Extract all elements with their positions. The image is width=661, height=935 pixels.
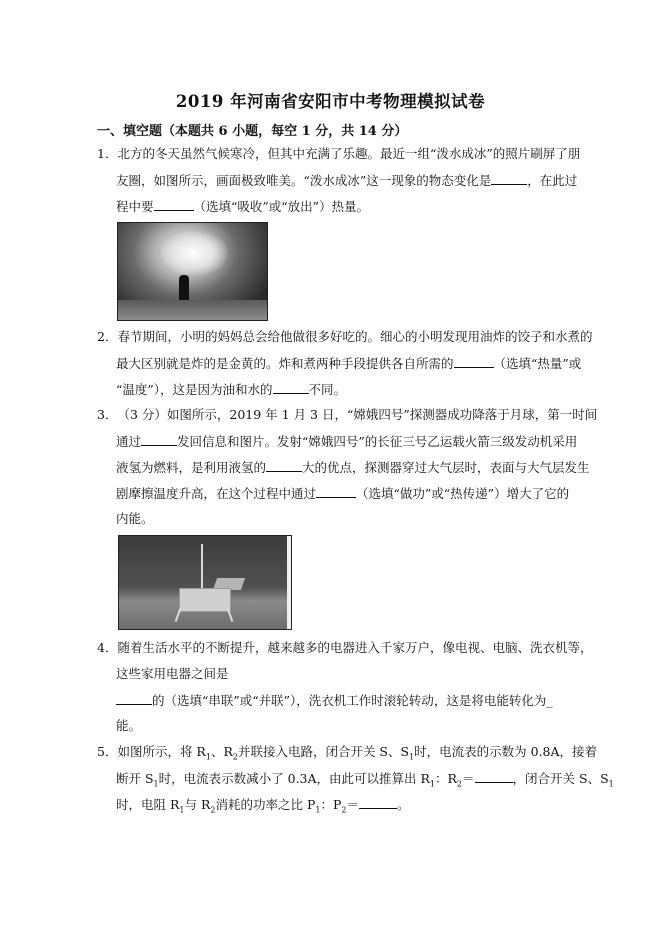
q2-text-3b: 不同。 [308, 382, 347, 397]
q1-text-1: 北方的冬天虽然气候寒冷，但其中充满了乐趣。最近一组“泼水成冰”的照片刷屏了朋 [117, 146, 581, 161]
q1-blank-2[interactable] [154, 198, 194, 211]
snow-ground [118, 300, 267, 320]
q5-text-3e: ＝ [346, 797, 359, 812]
q1-text-3b: （选填“吸收”或“放出”）热量。 [193, 199, 370, 214]
q4-line-2 [116, 666, 229, 682]
q2-text-2: 最大区别就是炸的是金黄的。炸和煮两种手段提供各自所需的 [116, 356, 454, 371]
q5-text-1a: 如图所示，将 R [117, 744, 206, 759]
q3-text-4: 剧摩擦温度升高，在这个过程中通过 [116, 486, 317, 501]
q4-text-2: 这些家用电器之间是 [116, 666, 229, 681]
q5-text-1d: 时，电流表的示数为 0.8A，接着 [414, 744, 598, 759]
q3-blank-2[interactable] [266, 459, 302, 472]
q2-line-3 [116, 381, 346, 398]
q3-line-5 [116, 511, 154, 527]
q5-text-2c: ：R [435, 771, 457, 786]
q5-line-3 [116, 796, 410, 819]
lunar-lander-photo [118, 535, 292, 630]
q5-sub-10: 1 [315, 805, 321, 815]
q5-number: 5． [97, 744, 118, 759]
q4-line-3 [116, 692, 553, 709]
q5-text-1c: 并联接入电路，闭合开关 S、S [237, 744, 410, 759]
q1-blank-1[interactable] [491, 172, 527, 185]
q5-sub-4: 1 [153, 779, 159, 789]
q5-text-3b: 与 R [184, 797, 211, 812]
q5-line-1 [97, 744, 597, 766]
q1-text-3: 程中要 [116, 199, 154, 214]
q1-line-3 [116, 198, 369, 215]
q2-line-2 [116, 355, 581, 372]
q3-text-1: （3 分）如图所示，2019 年 1 月 3 日，“嫦娥四号”探测器成功降落于月球，第一时间 [117, 407, 598, 422]
lander-body [179, 588, 231, 612]
q2-line-1 [97, 329, 592, 345]
q5-sub-9: 2 [210, 805, 216, 815]
q5-text-2d: ＝ [462, 771, 475, 786]
q3-blank-1[interactable] [141, 433, 177, 446]
q3-line-3 [116, 459, 590, 476]
q5-blank-2[interactable] [359, 796, 397, 809]
q1-line-2 [116, 172, 577, 189]
q2-blank-1[interactable] [454, 355, 494, 368]
q5-sub-5: 1 [429, 779, 435, 789]
q5-sub-6: 2 [456, 779, 463, 789]
q5-text-2e: ，闭合开关 S、S [512, 771, 609, 786]
q5-text-3c: 消耗的功率之比 P [215, 797, 316, 812]
q2-blank-2[interactable] [273, 381, 309, 394]
q3-text-2: 通过 [116, 434, 142, 449]
q5-line-2 [116, 770, 614, 793]
water-splash [158, 229, 228, 277]
q5-sub-7: 1 [608, 779, 614, 789]
q2-text-1: 春节期间，小明的妈妈总会给他做很多好吃的。细心的小明发现用油炸的饺子和水煮的 [117, 329, 593, 344]
q3-blank-3[interactable] [316, 485, 356, 498]
q2-text-3: “温度”），这是因为油和水的 [116, 382, 273, 397]
q5-text-3a: 时，电阻 R [116, 797, 180, 812]
q5-sub-8: 1 [179, 805, 185, 815]
q5-text-3d: ：P [320, 797, 342, 812]
q4-text-4: 能。 [116, 718, 142, 733]
q3-line-2 [116, 433, 577, 450]
q5-sub-11: 2 [341, 805, 347, 815]
page-title: 2019 年河南省安阳市中考物理模拟试卷 [175, 92, 486, 111]
q3-text-3: 液氢为燃料，是利用液氢的 [116, 460, 267, 475]
lander-leg-left [175, 608, 182, 622]
q4-blank-1[interactable] [116, 692, 152, 705]
q4-text-3b: 的（选填“串联”或“并联”），洗衣机工作时滚轮转动，这是将电能转化为_ [152, 693, 553, 708]
q4-number: 4． [97, 640, 118, 655]
q3-text-2b: 发回信息和图片。发射“嫦娥四号”的长征三号乙运载火箭三级发动机采用 [177, 434, 578, 449]
section-heading: 一、填空题（本题共 6 小题，每空 1 分，共 14 分） [97, 124, 408, 139]
q3-line-4 [116, 485, 569, 502]
q4-line-1 [97, 640, 592, 656]
photo-edge [287, 536, 291, 629]
q2-text-2b: （选填“热量”或 [493, 356, 582, 371]
q3-text-3b: 大的优点，探测器穿过大气层时，表面与大气层发生 [302, 460, 590, 475]
q1-text-2: 友圈，如图所示，画面极致唯美。“泼水成冰”这一现象的物态变化是 [116, 173, 492, 188]
q5-sub-2: 2 [232, 752, 238, 762]
q1-line-1 [97, 146, 580, 162]
q3-text-5: 内能。 [116, 511, 154, 526]
q5-text-3f: 。 [396, 797, 410, 812]
q5-text-2b: 时，电流表示数减小了 0.3A，由此可以推算出 R [158, 771, 430, 786]
q5-text-1b: 、R [210, 744, 233, 759]
q5-sub-3: 1 [409, 752, 415, 762]
q3-number: 3． [97, 407, 118, 422]
q4-text-1: 随着生活水平的不断提升，越来越多的电器进入千家万户，像电视、电脑、洗衣机等， [117, 640, 593, 655]
q1-number: 1． [97, 146, 118, 161]
q4-line-4 [116, 718, 141, 734]
ice-splash-photo [117, 222, 268, 321]
q3-text-4b: （选填“做功”或“热传递”）增大了它的 [356, 486, 570, 501]
q5-blank-1[interactable] [475, 770, 513, 783]
q5-text-2a: 断开 S [116, 771, 154, 786]
q2-number: 2． [97, 329, 118, 344]
q3-line-1 [97, 407, 597, 423]
q1-text-2b: ，在此过 [527, 173, 578, 188]
q5-sub-1: 1 [205, 752, 211, 762]
